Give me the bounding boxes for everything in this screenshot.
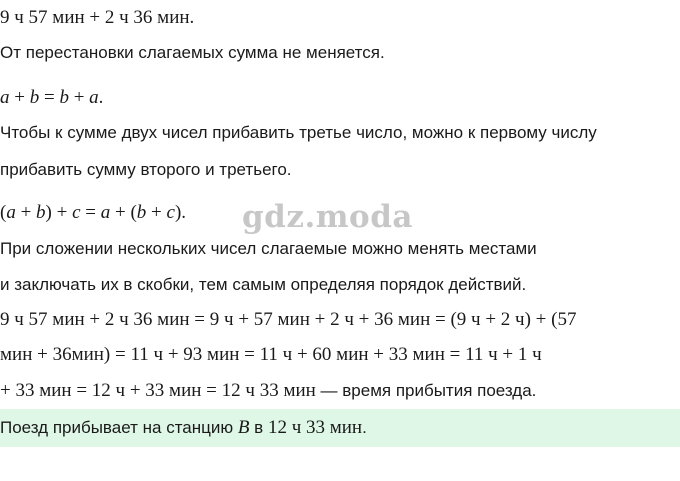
var-a: a bbox=[89, 87, 99, 108]
text-line: От перестановки слагаемых сумма не меняется. bbox=[0, 43, 385, 62]
commutative-formula: a + b = b + a. bbox=[0, 87, 104, 108]
math-text: мин + 36мин) = 11 ч + 93 мин = 11 ч + 60 мин + 33 мин = 11 ч + 1 ч bbox=[0, 344, 542, 365]
answer-line bbox=[0, 416, 367, 440]
associative-formula: (a + b) + c = a + (b + c). bbox=[0, 202, 187, 223]
var-b: b bbox=[59, 87, 69, 108]
solution-line bbox=[0, 379, 536, 403]
solution-line bbox=[0, 308, 576, 332]
text-line: Чтобы к сумме двух чисел прибавить третье число, можно к первому числу bbox=[0, 123, 597, 142]
answer-time: 12 ч 33 мин bbox=[267, 417, 363, 438]
text-fragment: — время прибытия поезда. bbox=[315, 381, 537, 400]
text-line: прибавить сумму второго и третьего. bbox=[0, 160, 292, 179]
solution-line bbox=[0, 343, 542, 367]
station-variable: B bbox=[237, 417, 250, 438]
math-text: 9 ч 57 мин + 2 ч 36 мин = 9 ч + 57 мин + 2 ч + 36 мин = (9 ч + 2 ч) + (57 bbox=[0, 309, 577, 330]
text-line: При сложении нескольких чисел слагаемые можно менять местами bbox=[0, 239, 537, 258]
answer-text: в bbox=[249, 418, 268, 437]
text-line: и заключать их в скобки, тем самым определяя порядок действий. bbox=[0, 275, 527, 294]
expression-line bbox=[0, 6, 194, 30]
var-b: b bbox=[29, 87, 40, 108]
answer-text: Поезд прибывает на станцию bbox=[0, 418, 238, 437]
answer-text: . bbox=[362, 418, 367, 437]
math-text: 9 ч 57 мин + 2 ч 36 мин. bbox=[0, 7, 195, 28]
math-text: + 33 мин = 12 ч + 33 мин = 12 ч 33 мин bbox=[0, 380, 316, 401]
watermark-logo: gdz.moda bbox=[242, 199, 413, 235]
var-a: a bbox=[0, 87, 10, 108]
